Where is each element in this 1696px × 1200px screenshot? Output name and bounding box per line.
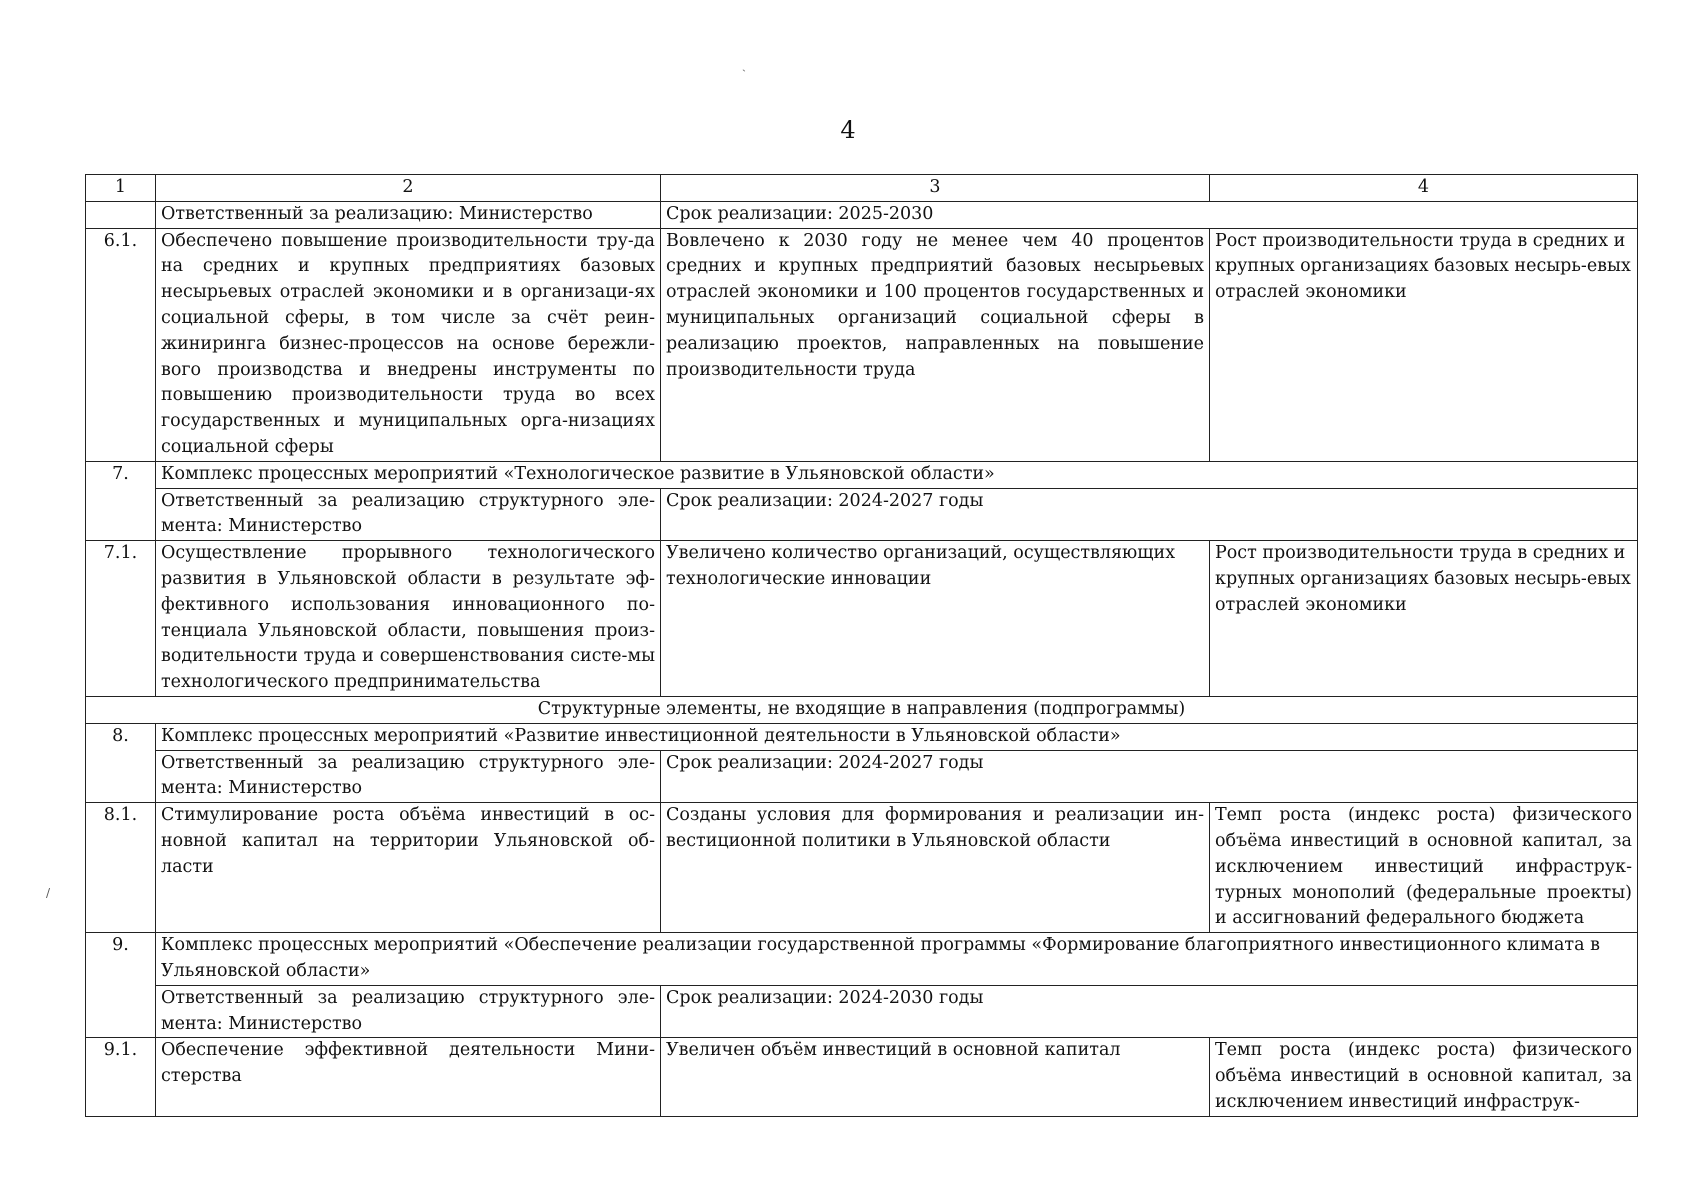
task-cell: Стимулирование роста объёма инвестиций в ос-новной капитал на территории Ульяновской об-ласти: [156, 803, 661, 933]
task-row-9-1: [86, 1038, 1638, 1116]
responsible-row-6: [86, 201, 1638, 228]
indicator-cell: Рост производительности труда в средних и крупных организациях базовых несырь-евых отраслей экономики: [1210, 228, 1638, 461]
complex-title: Комплекс процессных мероприятий «Обеспечение реализации государственной программы «Формирование благоприятного инвестиционного климата в Ульяновской области»: [156, 933, 1638, 986]
result-cell: Вовлечено к 2030 году не менее чем 40 процентов средних и крупных предприятий базовых несырьевых отраслей экономики и 100 процентов государственных и муниципальных организаций социальной сферы в реализацию проектов, направленных на повышение производительности труда: [661, 228, 1210, 461]
header-col-3: 3: [661, 175, 1210, 202]
result-cell: Созданы условия для формирования и реализации ин-вестиционной политики в Ульяновской области: [661, 803, 1210, 933]
complex-title: Комплекс процессных мероприятий «Технологическое развитие в Ульяновской области»: [156, 461, 1638, 488]
row-number: 7.: [86, 461, 156, 540]
task-row-7-1: [86, 541, 1638, 697]
result-cell: Увеличено количество организаций, осуществляющих технологические инновации: [661, 541, 1210, 697]
row-number: 8.1.: [86, 803, 156, 933]
indicator-cell: Темп роста (индекс роста) физического объёма инвестиций в основной капитал, за исключением инвестиций инфраструк-турных монополий (федеральные проекты) и ассигнований федерального бюджета: [1210, 803, 1638, 933]
section-row: [86, 696, 1638, 723]
period-cell: Срок реализации: 2024-2027 годы: [661, 750, 1638, 803]
scan-mark-top: ˏ: [742, 58, 746, 72]
program-table: [85, 174, 1638, 1117]
header-col-2: 2: [156, 175, 661, 202]
header-row: [86, 175, 1638, 202]
period-cell: Срок реализации: 2024-2030 годы: [661, 985, 1638, 1038]
responsible-cell: Ответственный за реализацию: Министерство: [156, 201, 661, 228]
section-title: Структурные элементы, не входящие в направления (подпрограммы): [86, 696, 1638, 723]
period-cell: Срок реализации: 2024-2027 годы: [661, 488, 1638, 541]
responsible-row-8: [86, 750, 1638, 803]
responsible-row-9: [86, 985, 1638, 1038]
complex-row-8: [86, 723, 1638, 750]
result-cell: Увеличен объём инвестиций в основной капитал: [661, 1038, 1210, 1116]
responsible-cell: Ответственный за реализацию структурного эле-мента: Министерство: [156, 750, 661, 803]
header-col-1: 1: [86, 175, 156, 202]
empty-num-cell: [86, 201, 156, 228]
header-col-4: 4: [1210, 175, 1638, 202]
row-number: 6.1.: [86, 228, 156, 461]
row-number: 9.1.: [86, 1038, 156, 1116]
responsible-row-7: [86, 488, 1638, 541]
complex-row-9: [86, 933, 1638, 986]
complex-row-7: [86, 461, 1638, 488]
row-number: 8.: [86, 723, 156, 802]
row-number: 7.1.: [86, 541, 156, 697]
responsible-cell: Ответственный за реализацию структурного эле-мента: Министерство: [156, 985, 661, 1038]
task-row-8-1: [86, 803, 1638, 933]
task-cell: Обеспечение эффективной деятельности Мини-стерства: [156, 1038, 661, 1116]
period-cell: Срок реализации: 2025-2030: [661, 201, 1638, 228]
task-cell: Обеспечено повышение производительности тру-да на средних и крупных предприятиях базовых несырьевых отраслей экономики и в организаци-ях социальной сферы, в том числе за счёт реин-жиниринга бизнес-процессов на основе бережли-вого производства и внедрены инструменты по повышению производительности труда во всех государственных и муниципальных орга-низациях социальной сферы: [156, 228, 661, 461]
task-row-6-1: [86, 228, 1638, 461]
indicator-cell: Рост производительности труда в средних и крупных организациях базовых несырь-евых отраслей экономики: [1210, 541, 1638, 697]
complex-title: Комплекс процессных мероприятий «Развитие инвестиционной деятельности в Ульяновской области»: [156, 723, 1638, 750]
indicator-cell: Темп роста (индекс роста) физического объёма инвестиций в основной капитал, за исключением инвестиций инфраструк-: [1210, 1038, 1638, 1116]
page-number: 4: [840, 116, 856, 144]
responsible-cell: Ответственный за реализацию структурного эле-мента: Министерство: [156, 488, 661, 541]
scan-mark-left: /: [46, 886, 51, 900]
task-cell: Осуществление прорывного технологического развития в Ульяновской области в результате эф-фективного использования инновационного по-тенциала Ульяновской области, повышения произ-водительности труда и совершенствования систе-мы технологического предпринимательства: [156, 541, 661, 697]
row-number: 9.: [86, 933, 156, 1038]
